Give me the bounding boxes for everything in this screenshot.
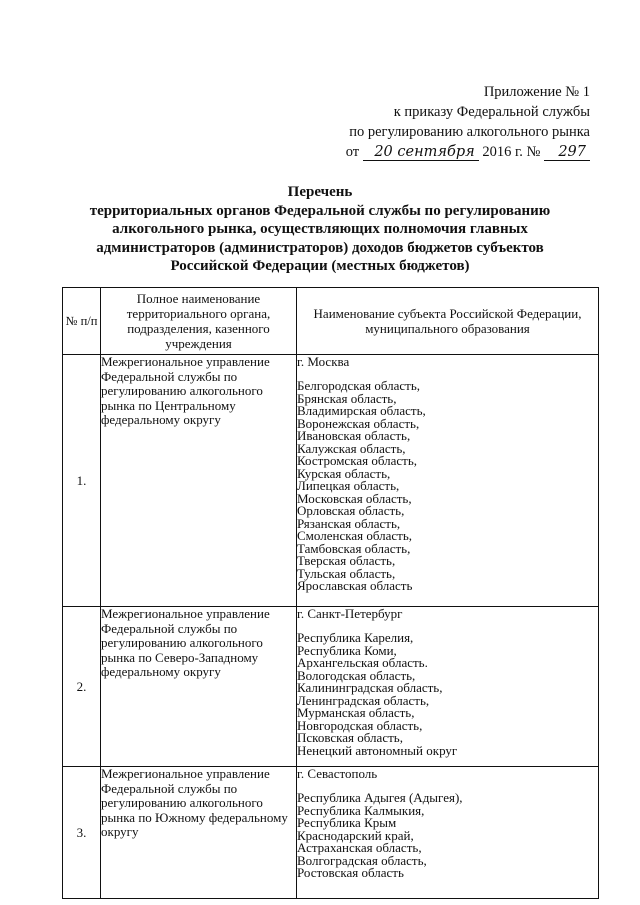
region-item: Владимирская область, bbox=[297, 403, 426, 418]
row-organization: Межрегиональное управление Федеральной службы по регулированию алкогольного рынка по Центральному федеральному округу bbox=[101, 355, 297, 607]
region-item: Мурманская область, bbox=[297, 705, 415, 720]
region-item: Белгородская область, bbox=[297, 378, 421, 393]
row-city: г. Санкт-Петербург bbox=[297, 606, 403, 621]
row-organization: Межрегиональное управление Федеральной службы по регулированию алкогольного рынка по Южному федеральному округу bbox=[101, 767, 297, 899]
region-item: Липецкая область, bbox=[297, 478, 400, 493]
appendix-header bbox=[346, 82, 590, 162]
table-row bbox=[63, 767, 599, 899]
title-line-1: Перечень bbox=[287, 184, 353, 200]
row-subjects bbox=[297, 355, 599, 607]
region-item: Ненецкий автономный округ bbox=[297, 742, 458, 758]
region-item: Ростовская область bbox=[297, 865, 404, 880]
table-header-row bbox=[63, 288, 599, 355]
region-item: Вологодская область, bbox=[297, 667, 416, 683]
row-subjects bbox=[297, 607, 599, 767]
region-item: Калужская область, bbox=[297, 440, 406, 456]
region-item: Астраханская область, bbox=[297, 840, 422, 855]
territorial-bodies-table bbox=[62, 287, 599, 899]
region-item: Смоленская область, bbox=[297, 528, 413, 543]
row-subjects bbox=[297, 767, 599, 899]
region-item: Ленинградская область, bbox=[297, 692, 430, 708]
order-year: 2016 г. № bbox=[482, 144, 541, 160]
region-item: Костромская область, bbox=[297, 453, 418, 468]
appendix-order-ref: к приказу Федеральной службы bbox=[393, 104, 590, 120]
region-item: Ярославская область bbox=[297, 578, 413, 593]
row-city: г. Москва bbox=[297, 354, 350, 369]
handwritten-date: 20 сентября bbox=[363, 144, 479, 161]
region-item: Волгоградская область, bbox=[297, 852, 427, 868]
region-item: Брянская область, bbox=[297, 390, 397, 406]
region-item: Курская область, bbox=[297, 465, 391, 481]
header-organization: Полное наименование территориального органа, подразделения, казенного учреждения bbox=[101, 288, 297, 355]
row-number: 1. bbox=[63, 355, 101, 607]
title-line-5: Российской Федерации (местных бюджетов) bbox=[170, 258, 470, 274]
region-item: Рязанская область, bbox=[297, 515, 401, 531]
region-item: Орловская область, bbox=[297, 503, 405, 518]
title-line-4: администраторов (администраторов) доходов бюджетов субъектов bbox=[96, 239, 544, 256]
row-city: г. Севастополь bbox=[297, 766, 378, 781]
row-number: 3. bbox=[63, 767, 101, 899]
region-item: Воронежская область, bbox=[297, 415, 420, 431]
title-line-2: территориальных органов Федеральной службы по регулированию bbox=[89, 202, 551, 219]
row-organization: Межрегиональное управление Федеральной службы по регулированию алкогольного рынка по Северо-Западному федеральному округу bbox=[101, 607, 297, 767]
region-item: Республика Крым bbox=[297, 815, 397, 830]
region-item: Тамбовская область, bbox=[297, 540, 411, 556]
table-row bbox=[63, 355, 599, 607]
region-item: Тульская область, bbox=[297, 565, 396, 581]
region-item: Республика Коми, bbox=[297, 642, 397, 658]
region-item: Калининградская область, bbox=[297, 680, 443, 695]
region-item: Новгородская область, bbox=[297, 717, 423, 733]
region-item: Республика Калмыкия, bbox=[297, 802, 425, 818]
date-prefix: от bbox=[345, 144, 360, 160]
appendix-date-line bbox=[346, 142, 590, 162]
region-item: Краснодарский край, bbox=[297, 827, 414, 843]
handwritten-order-number: 297 bbox=[544, 144, 590, 161]
header-number: № п/п bbox=[63, 288, 101, 355]
document-title bbox=[40, 183, 600, 276]
region-item: Псковская область, bbox=[297, 730, 403, 745]
region-item: Архангельская область. bbox=[297, 655, 428, 670]
region-item: Республика Адыгея (Адыгея), bbox=[297, 790, 463, 805]
title-line-3: алкогольного рынка, осуществляющих полномочия главных bbox=[112, 221, 528, 237]
table-row bbox=[63, 607, 599, 767]
appendix-title: Приложение № 1 bbox=[483, 84, 590, 100]
region-item: Ивановская область, bbox=[297, 428, 411, 443]
region-item: Тверская область, bbox=[297, 553, 396, 568]
appendix-agency: по регулированию алкогольного рынка bbox=[349, 124, 590, 140]
header-subject: Наименование субъекта Российской Федерации, муниципального образования bbox=[297, 288, 599, 355]
region-item: Московская область, bbox=[297, 490, 412, 506]
row-number: 2. bbox=[63, 607, 101, 767]
region-item: Республика Карелия, bbox=[297, 630, 414, 645]
